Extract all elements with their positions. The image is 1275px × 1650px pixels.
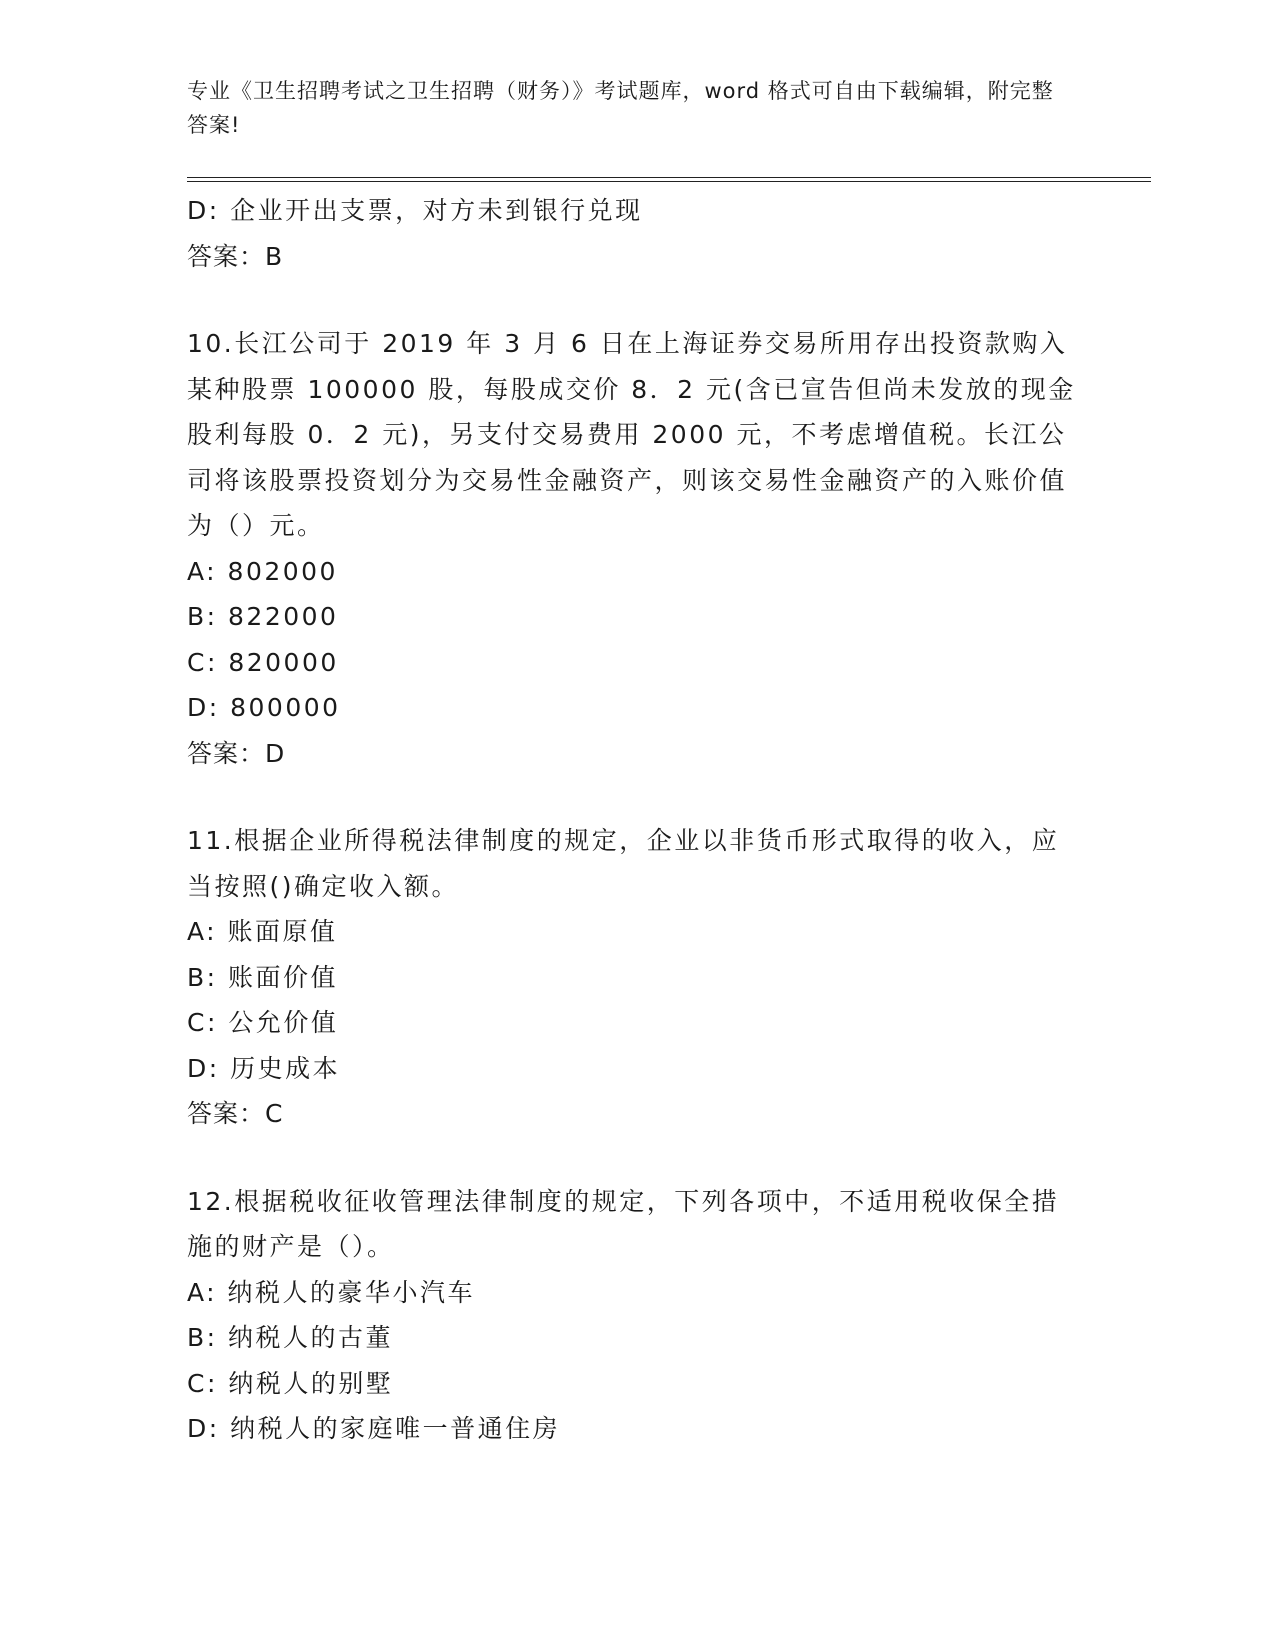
option-a: A: 纳税人的豪华小汽车 bbox=[187, 1277, 476, 1307]
header-divider-top bbox=[187, 177, 1151, 178]
question-content bbox=[187, 188, 1077, 1452]
document-header-note: 专业《卫生招聘考试之卫生招聘（财务）》考试题库，word 格式可自由下载编辑，附完整答案! bbox=[187, 79, 1054, 137]
option-d: D: 历史成本 bbox=[187, 1053, 341, 1083]
spacer bbox=[187, 776, 1077, 818]
question-stem: 10.长江公司于 2019 年 3 月 6 日在上海证券交易所用存出投资款购入某种股票 100000 股，每股成交价 8．2 元(含已宣告但尚未发放的现金股利每股 0．2 元)，另支付交易费用 2000 元，不考虑增值税。长江公司将该股票投资划分为交易性金融资产，则该交易性金融资产的入账价值为（）元。 bbox=[187, 329, 1076, 540]
option-c: C: 820000 bbox=[187, 647, 339, 677]
option-d: D: 800000 bbox=[187, 693, 341, 722]
question-stem: 11.根据企业所得税法律制度的规定，企业以非货币形式取得的收入，应当按照()确定收入额。 bbox=[187, 826, 1060, 901]
option-d: D: 纳税人的家庭唯一普通住房 bbox=[187, 1414, 561, 1443]
header-divider-bottom bbox=[187, 181, 1151, 182]
question-block-10 bbox=[187, 321, 1077, 776]
spacer bbox=[187, 1137, 1077, 1179]
option-a: A: 账面原值 bbox=[187, 917, 338, 946]
option-c: C: 纳税人的别墅 bbox=[187, 1368, 394, 1398]
question-block-12 bbox=[187, 1179, 1077, 1452]
question-answer: 答案：C bbox=[187, 1099, 284, 1128]
option-b: B: 822000 bbox=[187, 602, 339, 631]
option-c: C: 公允价值 bbox=[187, 1008, 339, 1037]
question-stem: 12.根据税收征收管理法律制度的规定，下列各项中，不适用税收保全措施的财产是（）。 bbox=[187, 1186, 1060, 1261]
question-block-11 bbox=[187, 818, 1077, 1137]
option-a: A: 802000 bbox=[187, 556, 338, 586]
option-b: B: 账面价值 bbox=[187, 962, 339, 992]
prev-question-answer: 答案：B bbox=[187, 241, 284, 271]
option-b: B: 纳税人的古董 bbox=[187, 1323, 394, 1352]
question-answer: 答案：D bbox=[187, 738, 286, 768]
prev-question-option-d: D: 企业开出支票，对方未到银行兑现 bbox=[187, 196, 643, 225]
spacer bbox=[187, 279, 1077, 321]
